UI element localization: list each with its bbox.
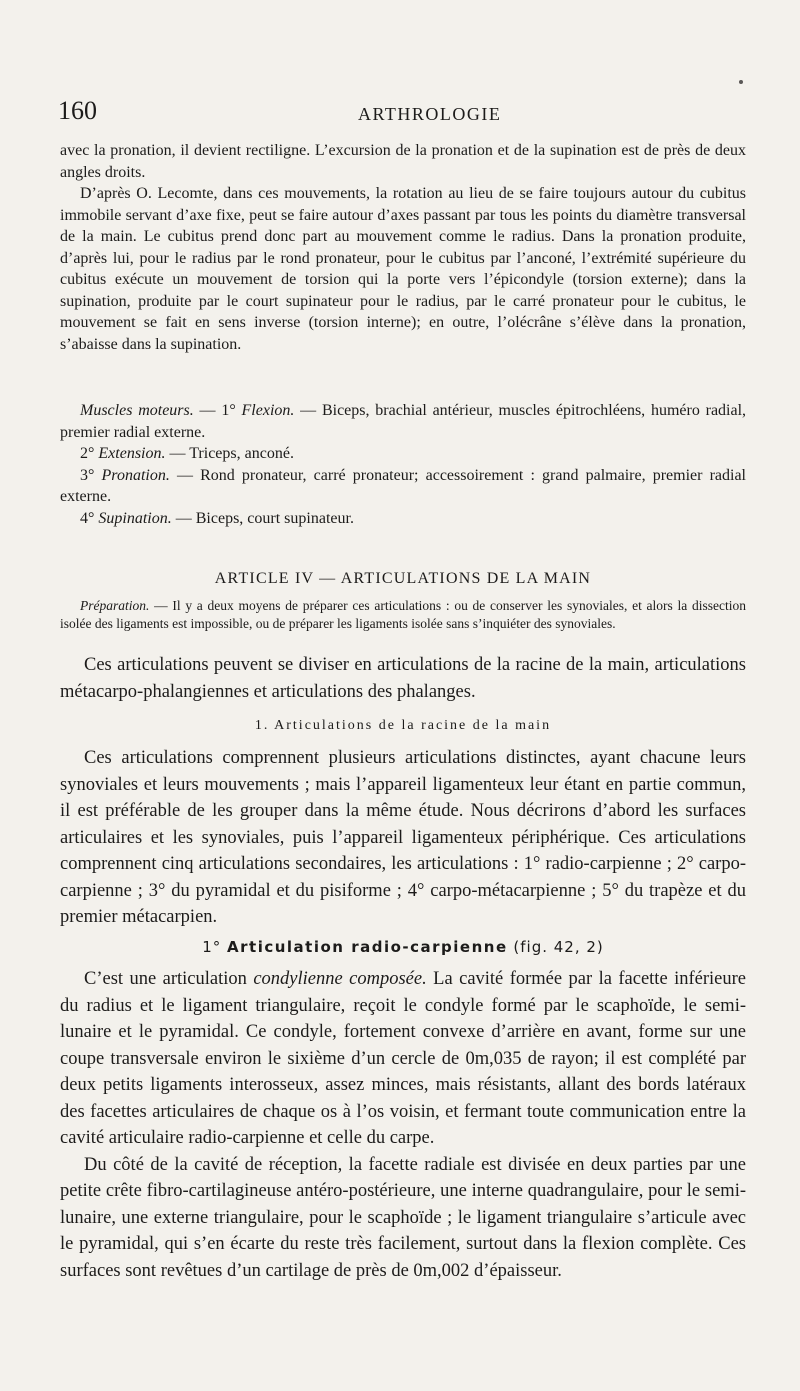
supination-text: Biceps, court supinateur. (195, 509, 354, 527)
pronation-label: Pronation. (101, 466, 170, 484)
supination-num: 4° (80, 509, 95, 527)
extension-text: Triceps, anconé. (189, 445, 294, 462)
section-1-body (60, 745, 746, 931)
preparation-label: Préparation. (80, 598, 150, 613)
supination-label: Supination. (98, 509, 172, 527)
preparation-paragraph: Préparation. — Il y a deux moyens de préparer ces articulations : ou de conserver les synoviales, et alors la dissection isolée des ligaments est impossible, ou de préparer les ligaments isolée sans s’inquiéter des synoviales. (60, 598, 746, 631)
muscles-supination: 4° Supination. — Biceps, court supinateur. (80, 509, 354, 527)
subsection-heading (60, 938, 746, 956)
flexion-text: Biceps, brachial antérieur, muscles épitrochléens, huméro radial, premier radial externe. (60, 402, 747, 441)
article-heading: ARTICLE IV — ARTICULATIONS DE LA MAIN (214, 570, 592, 587)
subsection-paragraph-1 (60, 966, 746, 1152)
subsection-body (60, 966, 746, 1284)
page-number: 160 (58, 96, 97, 125)
article-intro (60, 652, 746, 705)
subsection-num: 1° (202, 938, 222, 956)
subsection-ref: (fig. 42, 2) (513, 938, 604, 956)
p1-rest: La cavité formée par la facette inférieure du radius et le ligament triangulaire, reçoit le condyle formé par le scaphoïde, le semi-lunaire et le pyramidal. Ce condyle, fortement convexe d’arrière en avant, forme sur une coupe transversale environ le sixième d’un cercle de 0m,035 de rayon; il est complété par deux petits ligaments interosseux, assez minces, mais résistants, allant des bords latéraux des facettes articulaires de chaque os à l’os voisin, et fermant toute communication entre la cavité articulaire radio-carpienne et celle du carpe. (60, 969, 746, 1148)
muscles-pronation: 3° Pronation. — Rond pronateur, carré pronateur; accessoirement : grand palmaire, premier radial externe. (60, 466, 746, 505)
flexion-num: 1° (221, 402, 236, 419)
subsection-paragraph-2: Du côté de la cavité de réception, la facette radiale est divisée en deux parties par une petite crête fibro-cartilagineuse antéro-postérieure, une interne quadrangulaire, pour le semi-lunaire, une externe triangulaire, pour le scaphoïde ; le ligament triangulaire s’articule avec le pyramidal, qui s’en écarte du reste très facilement, surtout dans la flexion complète. Ces surfaces sont revêtues d’un cartilage de près de 0m,002 d’épaisseur. (60, 1154, 746, 1281)
intro-paragraph-2: D’après O. Lecomte, dans ces mouvements, la rotation au lieu de se faire toujours autour du cubitus immobile servant d’axe fixe, peut se faire autour d’axes passant par tous les points du diamètre transversal de la main. Le cubitus prend donc part au mouvement comme le radius. Dans la pronation produite, d’après lui, pour le radius par le rond pronateur, pour le cubitus par l’anconé, l’extrémité supérieure du cubitus exécute un mouvement de torsion qui la porte vers l’épicondyle (torsion externe); dans la supination, produite par le court supinateur pour le radius, par le carré pronateur pour le cubitus, le mouvement se fait en sens inverse (torsion interne); en outre, l’olécrâne s’élève dans la pronation, s’abaisse dans la supination. (60, 185, 746, 353)
running-head: ARTHROLOGIE (358, 104, 502, 124)
page-header (58, 96, 736, 130)
muscles-flexion: Muscles moteurs. — 1° Flexion. — Biceps, brachial antérieur, muscles épitrochléens, huméro radial, premier radial externe. (60, 402, 747, 441)
p1-lead: C’est une articulation (84, 969, 247, 989)
intro-paragraph-1: avec la pronation, il devient rectiligne. L’excursion de la pronation et de la supination est de près de deux angles droits. (60, 142, 746, 181)
extension-label: Extension. (98, 445, 166, 462)
flexion-label: Flexion. (241, 402, 295, 419)
intro-section (60, 140, 746, 355)
subsection-title: Articulation radio-carpienne (227, 938, 508, 956)
preparation-note (60, 597, 746, 632)
section-1-paragraph: Ces articulations comprennent plusieurs articulations distinctes, ayant chacune leurs synoviales et leurs mouvements ; mais l’appareil ligamenteux leur étant en partie commun, il est préférable de les grouper dans la même étude. Nous décrirons d’abord les surfaces articulaires et les synoviales, puis l’appareil ligamenteux périphérique. Ces articulations comprennent cinq articulations secondaires, les articulations : 1° radio-carpienne ; 2° carpo-carpienne ; 3° du pyramidal et du pisiforme ; 4° carpo-métacarpienne ; 5° du trapèze et du premier métacarpien. (60, 748, 746, 927)
p1-emphasis: condylienne composée. (253, 969, 427, 989)
section-1-heading: 1. Articulations de la racine de la main (254, 718, 552, 733)
pronation-text: Rond pronateur, carré pronateur; accessoirement : grand palmaire, premier radial externe. (60, 466, 746, 505)
pronation-num: 3° (80, 466, 95, 484)
muscles-section (60, 400, 746, 529)
preparation-text: Il y a deux moyens de préparer ces articulations : ou de conserver les synoviales, et alors la dissection isolée des ligaments est impossible, ou de préparer les ligaments isolée sans s’inquiéter des synoviales. (60, 598, 746, 631)
muscles-extension: 2° Extension. — Triceps, anconé. (80, 445, 294, 462)
extension-num: 2° (80, 445, 95, 462)
muscles-label: Muscles moteurs. (80, 402, 194, 419)
article-intro-paragraph: Ces articulations peuvent se diviser en articulations de la racine de la main, articulations métacarpo-phalangiennes et articulations des phalanges. (60, 655, 746, 702)
speck-mark (739, 80, 743, 84)
